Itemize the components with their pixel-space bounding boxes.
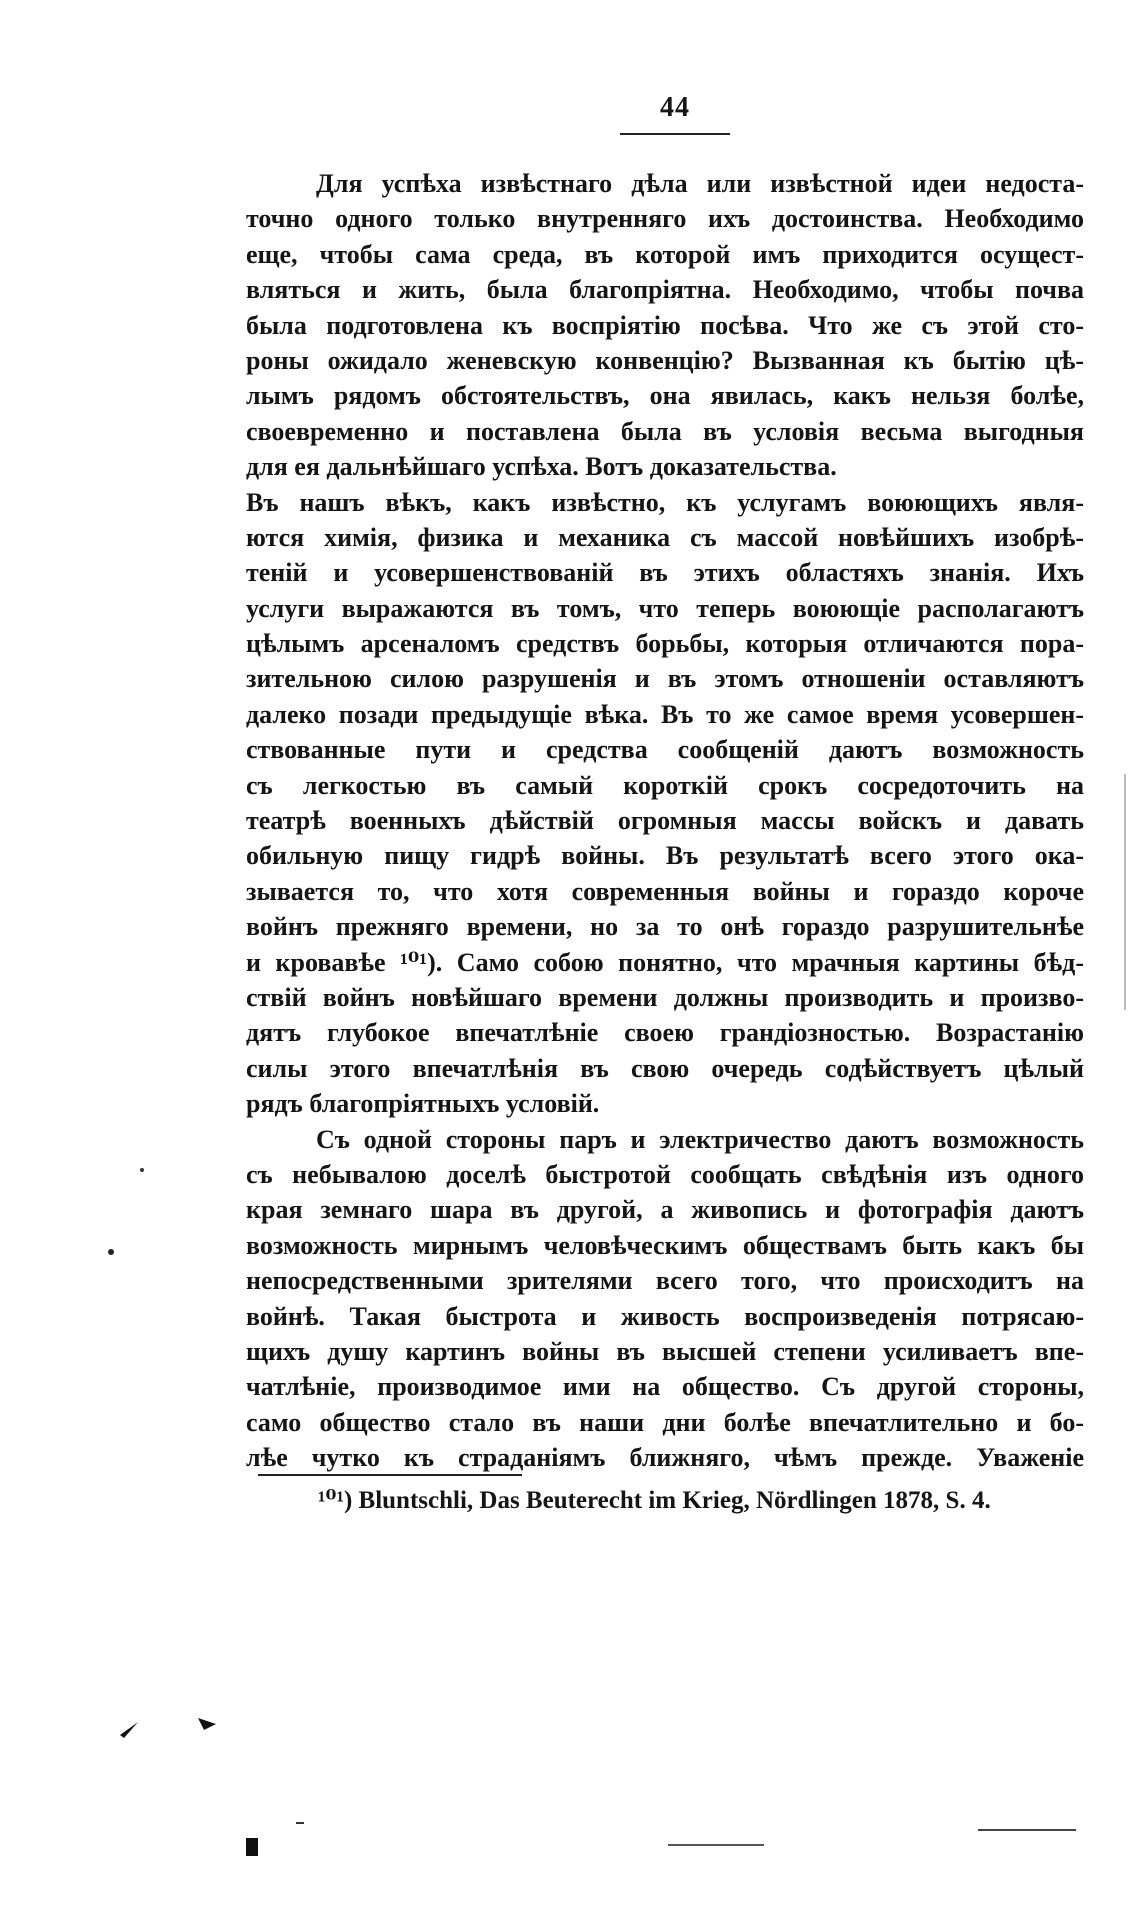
text-line: ются химія, физика и механика съ массой новѣйшихъ изобрѣ-	[246, 522, 1084, 552]
speck-mark	[120, 1722, 138, 1738]
text-line: лѣе чутко къ страданіямъ ближняго, чѣмъ прежде. Уваженіе	[246, 1443, 1084, 1473]
text-line: рядъ благопріятныхъ условій.	[246, 1089, 600, 1119]
text-line: съ небывалою доселѣ быстротой сообщать свѣдѣнія изъ одного	[246, 1159, 1084, 1189]
speck-mark	[140, 1168, 144, 1172]
text-line: войнъ прежняго времени, но за то онѣ гораздо разрушительнѣе	[246, 912, 1084, 942]
text-line: Въ нашъ вѣкъ, какъ извѣстно, къ услугамъ воюющихъ явля-	[246, 487, 1084, 517]
text-line: непосредственными зрителями всего того, что происходитъ на	[246, 1266, 1084, 1296]
text-line: и кровавѣе ¹⁰¹). Само собою понятно, что мрачныя картины бѣд-	[246, 947, 1084, 977]
text-line: зывается то, что хотя современныя войны и гораздо короче	[246, 876, 1084, 906]
text-line: своевременно и поставлена была въ условія весьма выгодныя	[246, 416, 1084, 446]
text-line: войнѣ. Такая быстрота и живость воспроизведенія потрясаю-	[246, 1301, 1084, 1331]
text-line: само общество стало въ наши дни болѣе впечатлительно и бо-	[246, 1407, 1084, 1437]
speck-mark	[296, 1822, 304, 1824]
text-line: роны ожидало женевскую конвенцію? Вызванная къ бытію цѣ-	[246, 345, 1084, 375]
page-number: 44	[660, 92, 690, 123]
text-line: края земнаго шара въ другой, а живопись и фотографія даютъ	[246, 1195, 1084, 1225]
text-line: для ея дальнѣйшаго успѣха. Вотъ доказательства.	[246, 452, 837, 482]
text-line: далеко позади предыдущіе вѣка. Въ то же самое время усовершен-	[246, 699, 1084, 729]
text-line: съ легкостью въ самый короткій срокъ сосредоточить на	[246, 770, 1084, 800]
text-line: возможность мирнымъ человѣческимъ обществамъ быть какъ бы	[246, 1230, 1084, 1260]
speck-mark	[246, 1838, 258, 1856]
text-line: чатлѣніе, производимое ими на общество. Съ другой стороны,	[246, 1372, 1084, 1402]
text-line: дятъ глубокое впечатлѣніе своею грандіозностью. Возрастанію	[246, 1018, 1084, 1048]
footnote: ¹⁰¹) Bluntschli, Das Beuterecht im Krieg, Nördlingen 1878, S. 4.	[318, 1487, 991, 1514]
text-line: теній и усовершенствованій въ этихъ областяхъ знанія. Ихъ	[246, 558, 1084, 588]
text-line: обильную пищу гидрѣ войны. Въ результатѣ всего этого ока-	[246, 841, 1084, 871]
text-line: зительною силою разрушенія и въ этомъ отношеніи оставляютъ	[246, 664, 1084, 694]
text-line: услуги выражаются въ томъ, что теперь воюющіе располагаютъ	[246, 593, 1084, 623]
text-line: лымъ рядомъ обстоятельствъ, она явилась, какъ нельзя болѣе,	[246, 381, 1084, 411]
text-line: вляться и жить, была благопріятна. Необходимо, чтобы почва	[246, 275, 1084, 305]
text-line: щихъ душу картинъ войны въ высшей степени усиливаетъ впе-	[246, 1336, 1084, 1366]
speck-mark	[1124, 774, 1126, 1010]
text-line: точно одного только внутренняго ихъ достоинства. Необходимо	[246, 204, 1084, 234]
speck-mark	[978, 1829, 1076, 1831]
speck-mark	[108, 1249, 114, 1255]
text-line: цѣлымъ арсеналомъ средствъ борьбы, которыя отличаются пора-	[246, 629, 1084, 659]
text-line: Для успѣха извѣстнаго дѣла или извѣстной идеи недоста-	[316, 169, 1084, 198]
text-line: еще, чтобы сама среда, въ которой имъ приходится осущест-	[246, 239, 1084, 269]
speck-mark	[198, 1718, 216, 1730]
text-line: силы этого впечатлѣнія въ свою очередь содѣйствуетъ цѣлый	[246, 1053, 1084, 1083]
text-line: была подготовлена къ воспріятію посѣва. Что же съ этой сто-	[246, 310, 1084, 340]
text-line: театрѣ военныхъ дѣйствій огромныя массы войскъ и давать	[246, 806, 1084, 836]
text-line: Съ одной стороны паръ и электричество даютъ возможность	[316, 1124, 1084, 1154]
text-line: ствованные пути и средства сообщеній даютъ возможность	[246, 735, 1084, 765]
text-line: ствій войнъ новѣйшаго времени должны производить и произво-	[246, 982, 1084, 1012]
speck-mark	[668, 1844, 764, 1846]
